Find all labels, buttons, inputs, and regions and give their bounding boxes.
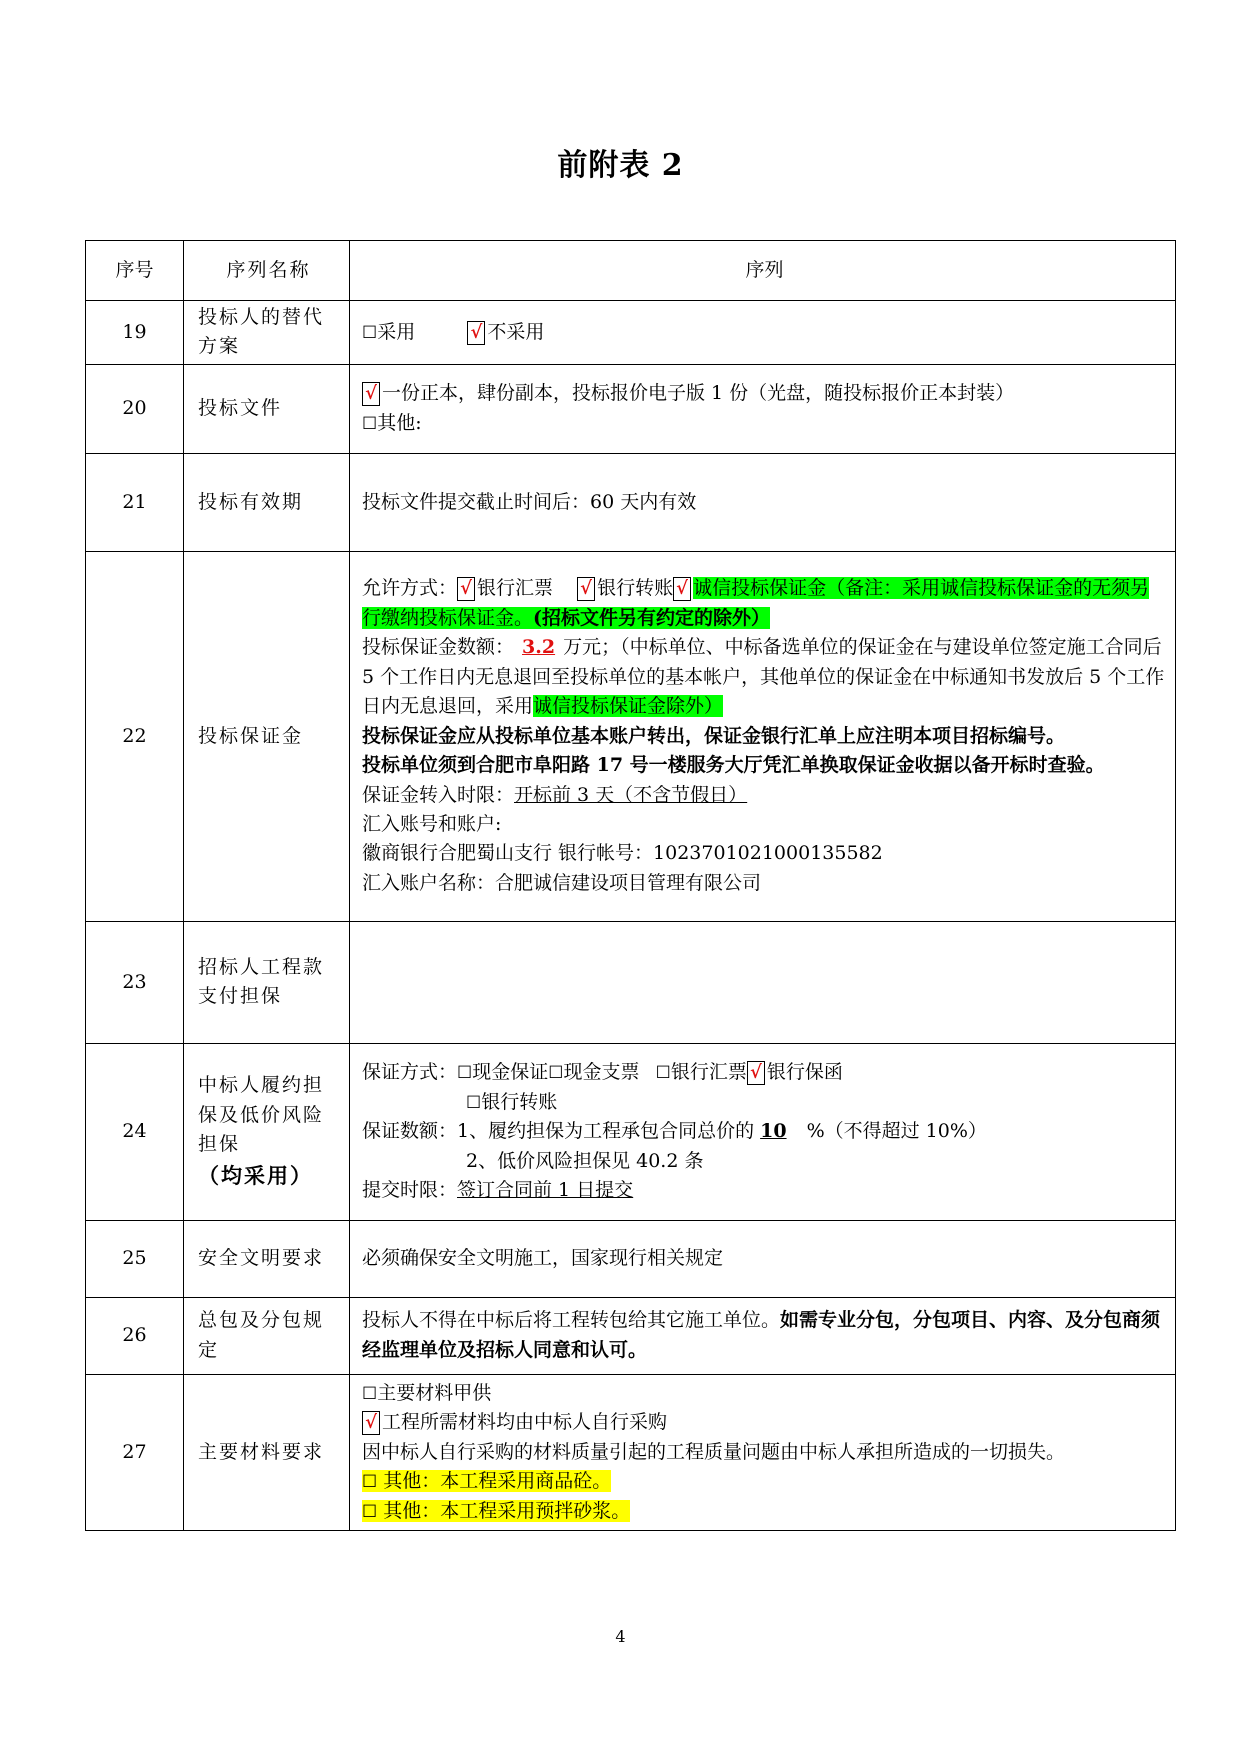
row-number: 21	[86, 453, 184, 551]
self-procure-label: 工程所需材料均由中标人自行采购	[382, 1411, 668, 1434]
premixed-mortar-text: 其他：本工程采用预拌砂浆。	[377, 1499, 631, 1522]
table-row-27	[86, 1374, 1176, 1530]
checkbox-empty-icon[interactable]: ☐	[548, 1063, 564, 1084]
requirements-table	[85, 240, 1176, 1531]
table-row-23	[86, 921, 1176, 1043]
row-name	[184, 1043, 350, 1220]
row-number: 26	[86, 1297, 184, 1374]
deposit-transfer-rule: 投标保证金应从投标单位基本账户转出，保证金银行汇单上应注明本项目招标编号。	[362, 724, 1066, 747]
performance-bond-text: 1、履约担保为工程承包合同总价的	[457, 1120, 755, 1143]
checkbox-checked-icon[interactable]: √	[673, 577, 691, 601]
table-row-19	[86, 301, 1176, 365]
table-row-25	[86, 1220, 1176, 1297]
row-name: 投标人的替代方案	[184, 301, 350, 365]
checkbox-empty-icon[interactable]: ☐	[362, 413, 378, 434]
quality-liability-text: 因中标人自行采购的材料质量引起的工程质量问题由中标人承担所造成的一切损失。	[362, 1440, 1066, 1463]
table-row-26	[86, 1297, 1176, 1374]
deposit-amount-value: 3.2	[522, 636, 556, 659]
table-row-24	[86, 1043, 1176, 1220]
other-text: 其他:	[377, 411, 422, 434]
cash-check-label: 现金支票	[563, 1061, 640, 1084]
page-title: 前附表 2	[557, 148, 684, 183]
checkbox-checked-icon[interactable]: √	[467, 321, 485, 345]
integrity-deposit-note: 诚信投标保证金（备注：采用诚信投标保证金的无须另行缴纳投标保证金。	[362, 577, 1150, 629]
row-number: 27	[86, 1374, 184, 1530]
checkbox-empty-icon[interactable]: ☐	[457, 1063, 473, 1084]
commercial-concrete-text: 其他：本工程采用商品砼。	[377, 1470, 612, 1493]
row-name: 主要材料要求	[184, 1374, 350, 1530]
checkbox-empty-icon[interactable]: ☐	[362, 1501, 378, 1522]
low-price-risk-text: 2、低价风险担保见 40.2 条	[466, 1149, 704, 1172]
option-not-adopt-label: 不采用	[487, 320, 545, 343]
bank-transfer-label: 银行转账	[597, 577, 674, 600]
deposit-refund-text: 万元；（中标单位、中标备选单位的保证金在与建设单位签定施工合同后 5 个工作日内无息退回至投标单位的基本帐户，其他单位的保证金在中标通知书发放后 5 个工作日内无息退回，采用	[362, 636, 1165, 718]
row-number: 23	[86, 921, 184, 1043]
bank-transfer-label: 银行转账	[481, 1090, 558, 1113]
row-content	[350, 1043, 1176, 1220]
checkbox-checked-icon[interactable]: √	[362, 1411, 380, 1435]
performance-bond-value: 10	[760, 1120, 787, 1143]
checkbox-empty-icon[interactable]: ☐	[362, 1383, 378, 1404]
bank-guarantee-label: 银行保函	[766, 1061, 843, 1084]
row-content	[350, 1374, 1176, 1530]
row-number: 22	[86, 551, 184, 921]
row-content	[350, 364, 1176, 453]
checkbox-empty-icon[interactable]: ☐	[362, 322, 378, 343]
deadline-label: 保证金转入时限：	[362, 783, 515, 806]
checkbox-empty-icon[interactable]: ☐	[362, 1472, 378, 1493]
table-row-22	[86, 551, 1176, 921]
row-name-text: 中标人履约担保及低价风险担保	[198, 1074, 325, 1156]
row-content	[350, 301, 1176, 365]
header-item-name: 序列名称	[184, 241, 350, 301]
row-content	[350, 551, 1176, 921]
integrity-deposit-exception: (招标文件另有约定的除外）	[533, 606, 771, 629]
header-content: 序列	[350, 241, 1176, 301]
header-number: 序号	[86, 241, 184, 301]
copies-text: 一份正本，肆份副本，投标报价电子版 1 份（光盘，随投标报价正本封装）	[382, 382, 1015, 405]
checkbox-checked-icon[interactable]: √	[577, 577, 595, 601]
owner-supply-label: 主要材料甲供	[377, 1381, 492, 1404]
page-number: 4	[615, 1627, 626, 1646]
checkbox-empty-icon[interactable]: ☐	[655, 1063, 671, 1084]
performance-bond-limit: %（不得超过 10%）	[806, 1120, 987, 1143]
checkbox-checked-icon[interactable]: √	[362, 382, 380, 406]
bank-draft-label: 银行汇票	[670, 1061, 747, 1084]
account-name: 汇入账户名称：合肥诚信建设项目管理有限公司	[362, 871, 762, 894]
deposit-amount-label: 投标保证金数额：	[362, 636, 515, 659]
submit-time-label: 提交时限：	[362, 1179, 458, 1202]
row-content	[350, 921, 1176, 1043]
cash-guarantee-label: 现金保证	[472, 1061, 549, 1084]
deposit-refund-exception: 诚信投标保证金除外）	[533, 695, 724, 718]
row-number: 19	[86, 301, 184, 365]
row-name: 投标文件	[184, 364, 350, 453]
validity-text: 投标文件提交截止时间后：60 天内有效	[350, 453, 1176, 551]
row-name: 投标有效期	[184, 453, 350, 551]
safety-text: 必须确保安全文明施工，国家现行相关规定	[350, 1220, 1176, 1297]
checkbox-checked-icon[interactable]: √	[457, 577, 475, 601]
deadline-value: 开标前 3 天（不含节假日）	[514, 783, 748, 806]
allow-method-label: 允许方式：	[362, 577, 458, 600]
deposit-receipt-rule: 投标单位须到合肥市阜阳路 17 号一楼服务大厅凭汇单换取保证金收据以备开标时查验。	[362, 754, 1105, 777]
table-row-20	[86, 364, 1176, 453]
bank-draft-label: 银行汇票	[477, 577, 554, 600]
checkbox-empty-icon[interactable]: ☐	[466, 1092, 482, 1113]
submit-time-value: 签订合同前 1 日提交	[457, 1179, 634, 1202]
row-number: 24	[86, 1043, 184, 1220]
row-name-bold: （均采用）	[198, 1162, 313, 1188]
row-name: 投标保证金	[184, 551, 350, 921]
bank-account: 徽商银行合肥蜀山支行 银行帐号：1023701021000135582	[362, 842, 883, 865]
row-number: 20	[86, 364, 184, 453]
subcontract-approval-text: 如需专业分包，分包项目、内容、及分包商须经监理单位及招标人同意和认可。	[362, 1309, 1161, 1361]
guarantee-amount-label: 保证数额：	[362, 1120, 458, 1143]
guarantee-method-label: 保证方式：	[362, 1061, 458, 1084]
account-title: 汇入账号和账户:	[362, 812, 502, 835]
row-name: 总包及分包规定	[184, 1297, 350, 1374]
checkbox-checked-icon[interactable]: √	[747, 1061, 765, 1085]
no-subcontract-text: 投标人不得在中标后将工程转包给其它施工单位。	[362, 1309, 781, 1332]
table-row-21	[86, 453, 1176, 551]
row-number: 25	[86, 1220, 184, 1297]
row-name: 招标人工程款支付担保	[184, 921, 350, 1043]
table-header-row	[86, 241, 1176, 301]
row-content	[350, 1297, 1176, 1374]
row-name: 安全文明要求	[184, 1220, 350, 1297]
option-adopt-label: 采用	[377, 320, 416, 343]
